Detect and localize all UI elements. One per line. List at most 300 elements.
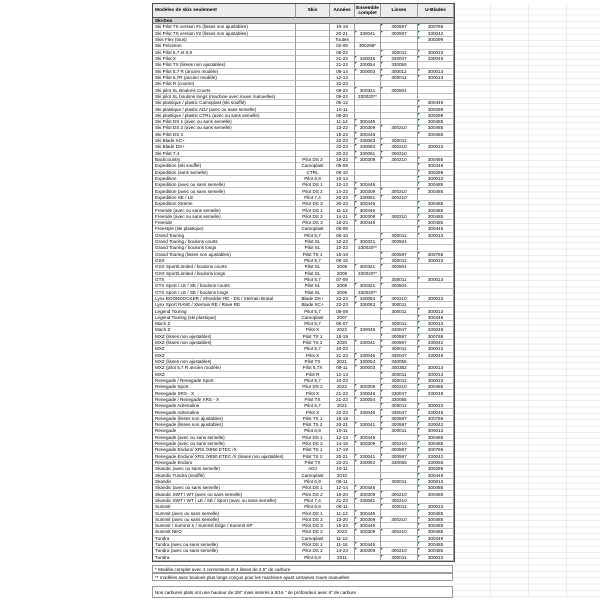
runners-cell[interactable]: 330047: [381, 56, 418, 62]
ublades-cell[interactable]: 330042: [418, 340, 454, 346]
model-cell[interactable]: Expedition (ski soufflé): [153, 163, 296, 169]
model-cell[interactable]: Ski Pilot 5,7 R (ancien modèle): [153, 69, 296, 75]
runners-cell[interactable]: 300210: [381, 125, 418, 131]
ublades-cell[interactable]: 300485: [418, 435, 454, 441]
model-cell[interactable]: Skandic SWT / WT (avec ou sans semelle): [153, 491, 296, 497]
skis-cell[interactable]: Pilot DS 1: [296, 182, 330, 188]
skis-cell[interactable]: Camoplast: [296, 473, 330, 479]
skis-cell[interactable]: Pilot X: [296, 353, 330, 359]
years-cell[interactable]: 22-23: [330, 296, 355, 302]
skis-cell[interactable]: Pilot 6,9: [296, 479, 330, 485]
years-cell[interactable]: 10-11: [330, 428, 355, 434]
skis-cell[interactable]: Pilot TS 2: [296, 422, 330, 428]
years-cell[interactable]: 13-22: [330, 125, 355, 131]
model-cell[interactable]: MXZ: [153, 372, 296, 378]
ublades-cell[interactable]: 300013: [418, 50, 454, 56]
model-cell[interactable]: Ski Pilot DS 3: [153, 132, 296, 138]
runners-cell[interactable]: 300210: [381, 441, 418, 447]
runners-cell[interactable]: 300597: [381, 252, 418, 258]
model-cell[interactable]: Backcountry: [153, 157, 296, 163]
model-cell[interactable]: Summit: [153, 504, 296, 510]
runners-cell[interactable]: 300597: [381, 31, 418, 37]
skis-cell[interactable]: Pilot TX: [296, 397, 330, 403]
runners-cell[interactable]: 300011: [381, 555, 418, 561]
model-cell[interactable]: Freeride (avec ou sans semelle): [153, 207, 296, 213]
model-cell[interactable]: Skandic Tundra (soufflé): [153, 473, 296, 479]
years-cell[interactable]: 14-18: [330, 441, 355, 447]
runners-cell[interactable]: 300011: [381, 258, 418, 264]
ublades-cell[interactable]: 330048: [418, 409, 454, 415]
years-cell[interactable]: 20-23: [330, 201, 355, 207]
years-cell[interactable]: 19-23: [330, 157, 355, 163]
skis-cell[interactable]: Pilot X: [296, 409, 330, 415]
model-cell[interactable]: Ski Pilot 5,7R (ancien modèle): [153, 75, 296, 81]
runners-cell[interactable]: 300210: [381, 214, 418, 220]
years-cell[interactable]: 15-23: [330, 523, 355, 529]
complete-kit-cell[interactable]: 330054: [355, 62, 381, 68]
skis-cell[interactable]: Pilot TS 2: [296, 340, 330, 346]
skis-cell[interactable]: Pilot DS 2: [296, 529, 330, 535]
skis-cell[interactable]: Pilot DS 2: [296, 384, 330, 390]
model-cell[interactable]: Ski Pilot TX (lisses non ajustables): [153, 62, 296, 68]
ublades-cell[interactable]: 300013: [418, 176, 454, 182]
skis-cell[interactable]: Pilot SL: [296, 271, 330, 277]
years-cell[interactable]: 06-22: [330, 50, 355, 56]
skis-cell[interactable]: Pilot DS 3: [296, 220, 330, 226]
complete-kit-cell[interactable]: 300309: [355, 214, 381, 220]
years-cell[interactable]: 22-23: [330, 302, 355, 308]
runners-cell[interactable]: 300011: [381, 372, 418, 378]
complete-kit-cell[interactable]: 330054: [355, 359, 381, 365]
complete-kit-cell[interactable]: 330046: [355, 56, 381, 62]
years-cell[interactable]: 2021: [330, 403, 355, 409]
runners-cell[interactable]: 300210: [381, 548, 418, 554]
runners-cell[interactable]: 300011: [381, 403, 418, 409]
runners-cell[interactable]: 300011: [381, 277, 418, 283]
ublades-cell[interactable]: 300013: [418, 428, 454, 434]
years-cell[interactable]: 10-11: [330, 106, 355, 112]
model-cell[interactable]: Renegade (avec ou sans semelle): [153, 435, 296, 441]
years-cell[interactable]: 22-23: [330, 138, 355, 144]
complete-kit-cell[interactable]: 300446: [355, 510, 381, 516]
years-cell[interactable]: 16-19: [330, 24, 355, 30]
model-cell[interactable]: Renegade / Renegade XRS - X: [153, 397, 296, 403]
model-cell[interactable]: Lynx Sport RAVE / Xterrain RE / Rave RE: [153, 302, 296, 308]
ublades-cell[interactable]: 300485: [418, 491, 454, 497]
ublades-cell[interactable]: 300768: [418, 416, 454, 422]
model-cell[interactable]: GSX: [153, 258, 296, 264]
ublades-cell[interactable]: 300013: [418, 365, 454, 371]
skis-cell[interactable]: Camoplast: [296, 315, 330, 321]
ublades-cell[interactable]: 300768: [418, 447, 454, 453]
complete-kit-cell[interactable]: [355, 555, 381, 561]
skis-cell[interactable]: Pilot 7,4: [296, 498, 330, 504]
model-cell[interactable]: Summit (avec ou sans semelle): [153, 510, 296, 516]
complete-kit-cell[interactable]: 300446: [355, 201, 381, 207]
years-cell[interactable]: 21-22: [330, 56, 355, 62]
skis-cell[interactable]: Pilot 5,7: [296, 403, 330, 409]
ublades-cell[interactable]: 300013: [418, 346, 454, 352]
complete-kit-cell[interactable]: 300446: [355, 485, 381, 491]
model-cell[interactable]: Skandic: [153, 479, 296, 485]
ublades-cell[interactable]: 300485: [418, 485, 454, 491]
model-cell[interactable]: Tundra: [153, 555, 296, 561]
model-cell[interactable]: Freeride: [153, 220, 296, 226]
years-cell[interactable]: 08-14: [330, 69, 355, 75]
runners-cell[interactable]: 330047: [381, 353, 418, 359]
model-cell[interactable]: Renegade: [153, 428, 296, 434]
ublades-cell[interactable]: 300768: [418, 334, 454, 340]
years-cell[interactable]: 06-10: [330, 170, 355, 176]
model-cell[interactable]: Grand Touring (lisses non ajustables): [153, 252, 296, 258]
ublades-cell[interactable]: 330048: [418, 327, 454, 333]
runners-cell[interactable]: 300210: [381, 529, 418, 535]
years-cell[interactable]: 20-21: [330, 31, 355, 37]
model-cell[interactable]: Ski plastique / plastic ADJ (avec ou sans semelle): [153, 106, 296, 112]
runners-cell[interactable]: 300210: [381, 296, 418, 302]
model-cell[interactable]: Ski Précision: [153, 43, 296, 49]
runners-cell[interactable]: 300382: [381, 365, 418, 371]
model-cell[interactable]: Mach Z: [153, 327, 296, 333]
complete-kit-cell[interactable]: 330041: [355, 31, 381, 37]
model-cell[interactable]: Expedition (avec ou sans semelle): [153, 182, 296, 188]
complete-kit-cell[interactable]: 330020**: [355, 289, 381, 295]
runners-cell[interactable]: 330055: [381, 460, 418, 466]
years-cell[interactable]: 21-23: [330, 390, 355, 396]
skis-cell[interactable]: Blade DS+: [296, 296, 330, 302]
years-cell[interactable]: 21-23: [330, 353, 355, 359]
runners-cell[interactable]: 300210: [381, 157, 418, 163]
model-cell[interactable]: GSX Sport/Limited / boulons courts: [153, 264, 296, 270]
runners-cell[interactable]: 300597: [381, 416, 418, 422]
model-cell[interactable]: Legend Touring (ski plastique): [153, 315, 296, 321]
years-cell[interactable]: 21-22: [330, 62, 355, 68]
complete-kit-cell[interactable]: 300446: [355, 119, 381, 125]
skis-cell[interactable]: Pilot 6,9: [296, 555, 330, 561]
model-cell[interactable]: Ski Pilot TS version #1 (lisses non ajustables): [153, 24, 296, 30]
runners-cell[interactable]: 300597: [381, 422, 418, 428]
years-cell[interactable]: 11-12: [330, 536, 355, 542]
ublades-cell[interactable]: 300299: [418, 466, 454, 472]
ublades-cell[interactable]: 300013: [418, 233, 454, 239]
complete-kit-cell[interactable]: 300309: [355, 125, 381, 131]
skis-cell[interactable]: Pilot 5,7: [296, 308, 330, 314]
footnote-long-bolts[interactable]: ** modèles avec boulons plus longs conçus pour les machines ayant certaines roues manuelles: [152, 573, 453, 581]
skis-cell[interactable]: Pilot DS 2: [296, 548, 330, 554]
model-cell[interactable]: Ski Pilot X: [153, 56, 296, 62]
runners-cell[interactable]: 330047: [381, 409, 418, 415]
runners-cell[interactable]: 330055: [381, 397, 418, 403]
ublades-cell[interactable]: 300299: [418, 106, 454, 112]
ublades-cell[interactable]: 300449: [418, 226, 454, 232]
complete-kit-cell[interactable]: 300446: [355, 207, 381, 213]
years-cell[interactable]: 02-06: [330, 43, 355, 49]
ublades-cell[interactable]: 300485: [418, 548, 454, 554]
model-cell[interactable]: Ski Blade XC+: [153, 138, 296, 144]
runners-cell[interactable]: 330055: [381, 359, 418, 365]
years-cell[interactable]: 20-21: [330, 422, 355, 428]
years-cell[interactable]: 11-14: [330, 119, 355, 125]
years-cell[interactable]: 06-07: [330, 321, 355, 327]
years-cell[interactable]: 20-21: [330, 454, 355, 460]
years-cell[interactable]: 15-22: [330, 132, 355, 138]
skis-cell[interactable]: Pilot DS 2: [296, 441, 330, 447]
complete-kit-cell[interactable]: 300309: [355, 517, 381, 523]
runners-cell[interactable]: 300011: [381, 504, 418, 510]
ublades-cell[interactable]: 300299: [418, 170, 454, 176]
runners-cell[interactable]: 300597: [381, 334, 418, 340]
model-cell[interactable]: Ski Pilot 5,7 et 6,9: [153, 50, 296, 56]
years-cell[interactable]: 05-09: [330, 163, 355, 169]
ublades-cell[interactable]: 300013: [418, 479, 454, 485]
runners-cell[interactable]: 300011: [381, 302, 418, 308]
ublades-cell[interactable]: 300013: [418, 144, 454, 150]
years-cell[interactable]: 11-16: [330, 542, 355, 548]
header-ensemble-complet[interactable]: Ensemble complet: [355, 4, 381, 18]
runners-cell[interactable]: 300011: [381, 75, 418, 81]
skis-cell[interactable]: Camoplast: [296, 536, 330, 542]
skis-cell[interactable]: Pilot SL: [296, 264, 330, 270]
model-cell[interactable]: GTX: [153, 277, 296, 283]
skis-cell[interactable]: Pilot X: [296, 327, 330, 333]
ublades-cell[interactable]: 300485: [418, 523, 454, 529]
skis-cell[interactable]: Pilot DS 1: [296, 435, 330, 441]
ublades-cell[interactable]: 300768: [418, 252, 454, 258]
complete-kit-cell[interactable]: 330046: [355, 353, 381, 359]
model-cell[interactable]: Freestyle (ski plastique): [153, 226, 296, 232]
model-cell[interactable]: Renegade (lisses non ajustables): [153, 416, 296, 422]
years-cell[interactable]: 10-23: [330, 346, 355, 352]
model-cell[interactable]: Lynx BOONDOCKER / Shredder RE - DS / Xterrain Brutal: [153, 296, 296, 302]
ublades-cell[interactable]: 300485: [418, 132, 454, 138]
model-cell[interactable]: Grand Touring / boulons courts: [153, 239, 296, 245]
model-cell[interactable]: Renegade XRS - X: [153, 390, 296, 396]
model-cell[interactable]: Ski Pilot TS version #2 (lisses non ajustables): [153, 31, 296, 37]
years-cell[interactable]: 2010: [330, 473, 355, 479]
ublades-cell[interactable]: 300485: [418, 441, 454, 447]
complete-kit-cell[interactable]: 300446: [355, 523, 381, 529]
skis-cell[interactable]: Pilot SL: [296, 239, 330, 245]
complete-kit-cell[interactable]: 300309: [355, 529, 381, 535]
complete-kit-cell[interactable]: 330061: [355, 498, 381, 504]
years-cell[interactable]: 09-11: [330, 479, 355, 485]
ublades-cell[interactable]: 300013: [418, 555, 454, 561]
skis-cell[interactable]: Pilot TS 2: [296, 454, 330, 460]
model-cell[interactable]: Renegade Adrenaline: [153, 409, 296, 415]
model-cell[interactable]: Tundra (avec ou sans semelle): [153, 542, 296, 548]
years-cell[interactable]: 10-11: [330, 466, 355, 472]
skis-cell[interactable]: CTRL: [296, 170, 330, 176]
years-cell[interactable]: 2022: [330, 327, 355, 333]
years-cell[interactable]: 12-13: [330, 372, 355, 378]
model-cell[interactable]: Ski Pilot DS 1 (avec ou sans semelle): [153, 119, 296, 125]
model-cell[interactable]: MXZ (lisses non ajustables): [153, 334, 296, 340]
complete-kit-cell[interactable]: 300309: [355, 441, 381, 447]
ublades-cell[interactable]: 300449: [418, 315, 454, 321]
skis-cell[interactable]: Pilot 6,9: [296, 428, 330, 434]
years-cell[interactable]: 2011: [330, 555, 355, 561]
years-cell[interactable]: 10-23: [330, 245, 355, 251]
footnote-complete-kit[interactable]: * Modèle complet avec 4 correcteurs et 4 lisses de 4,5" de carbure: [152, 565, 453, 573]
model-cell[interactable]: GSX Sport/Limited / boulons longs: [153, 271, 296, 277]
model-cell[interactable]: Grand Touring / boulons longs: [153, 245, 296, 251]
years-cell[interactable]: 22-23: [330, 409, 355, 415]
skis-cell[interactable]: Pilot TS 1: [296, 416, 330, 422]
years-cell[interactable]: 11-13: [330, 510, 355, 516]
runners-cell[interactable]: 300210: [381, 517, 418, 523]
years-cell[interactable]: 20-23: [330, 195, 355, 201]
runners-cell[interactable]: 300210: [381, 491, 418, 497]
runners-cell[interactable]: 300012: [381, 69, 418, 75]
years-cell[interactable]: 12-13: [330, 182, 355, 188]
years-cell[interactable]: 10-14: [330, 176, 355, 182]
model-cell[interactable]: GTX Sport / LE / SE / boulons longs: [153, 289, 296, 295]
ublades-cell[interactable]: 300013: [418, 504, 454, 510]
years-cell[interactable]: 22-23: [330, 81, 355, 87]
ublades-cell[interactable]: 330056: [418, 460, 454, 466]
header-annees[interactable]: Années: [330, 4, 355, 18]
skis-cell[interactable]: Pilot TS 1: [296, 252, 330, 258]
runners-cell[interactable]: 300011: [381, 321, 418, 327]
model-cell[interactable]: Summit (avec ou sans semelle): [153, 517, 296, 523]
skis-cell[interactable]: Pilot 7,4: [296, 195, 330, 201]
ublades-cell[interactable]: 300299: [418, 37, 454, 43]
ublades-cell[interactable]: 300485: [418, 119, 454, 125]
years-cell[interactable]: 17-19: [330, 447, 355, 453]
runners-cell[interactable]: 300504: [381, 239, 418, 245]
model-cell[interactable]: Renegade Enduro/ XRS /X850 ETEC /X (lisses non ajustables): [153, 454, 296, 460]
runners-cell[interactable]: 330047: [381, 390, 418, 396]
complete-kit-cell[interactable]: 300003: [355, 69, 381, 75]
complete-kit-cell[interactable]: 300309: [355, 157, 381, 163]
runners-cell[interactable]: 300597: [381, 24, 418, 30]
complete-kit-cell[interactable]: 330046: [355, 390, 381, 396]
runners-cell[interactable]: 300597: [381, 454, 418, 460]
complete-kit-cell[interactable]: 330020**: [355, 245, 381, 251]
model-cell[interactable]: Renegade (avec ou sans semelle): [153, 441, 296, 447]
years-cell[interactable]: 13-20: [330, 517, 355, 523]
skis-cell[interactable]: ADJ: [296, 466, 330, 472]
runners-cell[interactable]: 300210: [381, 498, 418, 504]
years-cell[interactable]: 15-20: [330, 491, 355, 497]
ublades-cell[interactable]: 300485: [418, 529, 454, 535]
ublades-cell[interactable]: 300449: [418, 473, 454, 479]
runners-cell[interactable]: 300504: [381, 264, 418, 270]
years-cell[interactable]: 18-19: [330, 416, 355, 422]
runners-cell[interactable]: 300011: [381, 308, 418, 314]
skis-cell[interactable]: Pilot TS 1: [296, 334, 330, 340]
years-cell[interactable]: 18-23: [330, 220, 355, 226]
ublades-cell[interactable]: 300485: [418, 517, 454, 523]
header-lisses[interactable]: Lisses: [381, 4, 418, 18]
model-cell[interactable]: Renegade (lisses non ajustables): [153, 422, 296, 428]
model-cell[interactable]: MXZ: [153, 353, 296, 359]
years-cell[interactable]: 06-10: [330, 233, 355, 239]
ublades-cell[interactable]: 300013: [418, 403, 454, 409]
skis-cell[interactable]: Pilot DS 2: [296, 214, 330, 220]
header-models[interactable]: Modèles de skis seulement: [153, 4, 296, 18]
complete-kit-cell[interactable]: 330054: [355, 397, 381, 403]
model-cell[interactable]: Tundra: [153, 536, 296, 542]
years-cell[interactable]: 11-13: [330, 207, 355, 213]
complete-kit-cell[interactable]: 330041: [355, 340, 381, 346]
years-cell[interactable]: 14-23: [330, 548, 355, 554]
skis-cell[interactable]: Pilot 5,7: [296, 277, 330, 283]
model-cell[interactable]: Summit NEO: [153, 529, 296, 535]
model-cell[interactable]: MXZ (pilot 5,7 R ancien modèle): [153, 365, 296, 371]
model-cell[interactable]: Ski Pilot R (course): [153, 81, 296, 87]
years-cell[interactable]: 07-09: [330, 277, 355, 283]
runners-cell[interactable]: 300504: [381, 87, 418, 93]
model-cell[interactable]: Legend Touring: [153, 308, 296, 314]
skis-cell[interactable]: Pilot 6,9: [296, 176, 330, 182]
complete-kit-cell[interactable]: 330046: [355, 327, 381, 333]
model-cell[interactable]: GTX Sport / LE / SE / boulons courts: [153, 283, 296, 289]
ublades-cell[interactable]: 300449: [418, 163, 454, 169]
complete-kit-cell[interactable]: 300003: [355, 365, 381, 371]
years-cell[interactable]: 09-22: [330, 87, 355, 93]
complete-kit-cell[interactable]: 300321: [355, 264, 381, 270]
runners-cell[interactable]: 300597: [381, 340, 418, 346]
model-cell[interactable]: Ski pilot SL Boulons Courts: [153, 87, 296, 93]
model-cell[interactable]: Grand Touring: [153, 233, 296, 239]
complete-kit-cell[interactable]: 300446: [355, 542, 381, 548]
model-cell[interactable]: Renegade / Renegade Sport: [153, 378, 296, 384]
runners-cell[interactable]: 300011: [381, 346, 418, 352]
skis-cell[interactable]: Pilot 5,7: [296, 233, 330, 239]
years-cell[interactable]: 14-23: [330, 188, 355, 194]
ublades-cell[interactable]: 300013: [418, 378, 454, 384]
complete-kit-cell[interactable]: 330064: [355, 296, 381, 302]
model-cell[interactable]: Renegade Enduro/ XRS /X850 ETEC /X: [153, 447, 296, 453]
runners-cell[interactable]: 300011: [381, 50, 418, 56]
complete-kit-cell[interactable]: 330063: [355, 302, 381, 308]
skis-cell[interactable]: Pilot DS 1: [296, 542, 330, 548]
model-cell[interactable]: Renegade Enduro: [153, 460, 296, 466]
runners-cell[interactable]: 300011: [381, 138, 418, 144]
runners-cell[interactable]: 300210: [381, 195, 418, 201]
skis-cell[interactable]: Pilot 5,7: [296, 321, 330, 327]
skis-cell[interactable]: Pilot DS 1: [296, 510, 330, 516]
ublades-cell[interactable]: 300449: [418, 100, 454, 106]
ublades-cell[interactable]: 300013: [418, 258, 454, 264]
years-cell[interactable]: 20-22: [330, 151, 355, 157]
complete-kit-cell[interactable]: 330041: [355, 454, 381, 460]
years-cell[interactable]: 21-23: [330, 498, 355, 504]
model-cell[interactable]: Expedition SE / LE: [153, 195, 296, 201]
runners-cell[interactable]: 330047: [381, 327, 418, 333]
skis-cell[interactable]: Pilot 6,9: [296, 504, 330, 510]
years-cell[interactable]: 2009: [330, 283, 355, 289]
skis-cell[interactable]: Pilot DS 2: [296, 517, 330, 523]
skis-cell[interactable]: Pilot X: [296, 390, 330, 396]
complete-kit-cell[interactable]: 330054: [355, 460, 381, 466]
skis-cell[interactable]: Pilot DS 3: [296, 523, 330, 529]
model-cell[interactable]: Renegade Sport: [153, 384, 296, 390]
complete-kit-cell[interactable]: 300446: [355, 182, 381, 188]
model-cell[interactable]: Tundra (avec ou sans semelle): [153, 548, 296, 554]
ublades-cell[interactable]: 330042: [418, 422, 454, 428]
model-cell[interactable]: MXZ (lisses non ajustables): [153, 340, 296, 346]
model-cell[interactable]: Ski pilot SL boulons longs (machine avec roues manuelles): [153, 94, 296, 100]
ublades-cell[interactable]: 300013: [418, 277, 454, 283]
complete-kit-cell[interactable]: 330046: [355, 409, 381, 415]
runners-cell[interactable]: 300011: [381, 428, 418, 434]
skis-cell[interactable]: Pilot TX: [296, 460, 330, 466]
complete-kit-cell[interactable]: 330064: [355, 144, 381, 150]
years-cell[interactable]: 2009: [330, 264, 355, 270]
model-cell[interactable]: Ski plastique / plastic Camoplast (ski soufflé): [153, 100, 296, 106]
